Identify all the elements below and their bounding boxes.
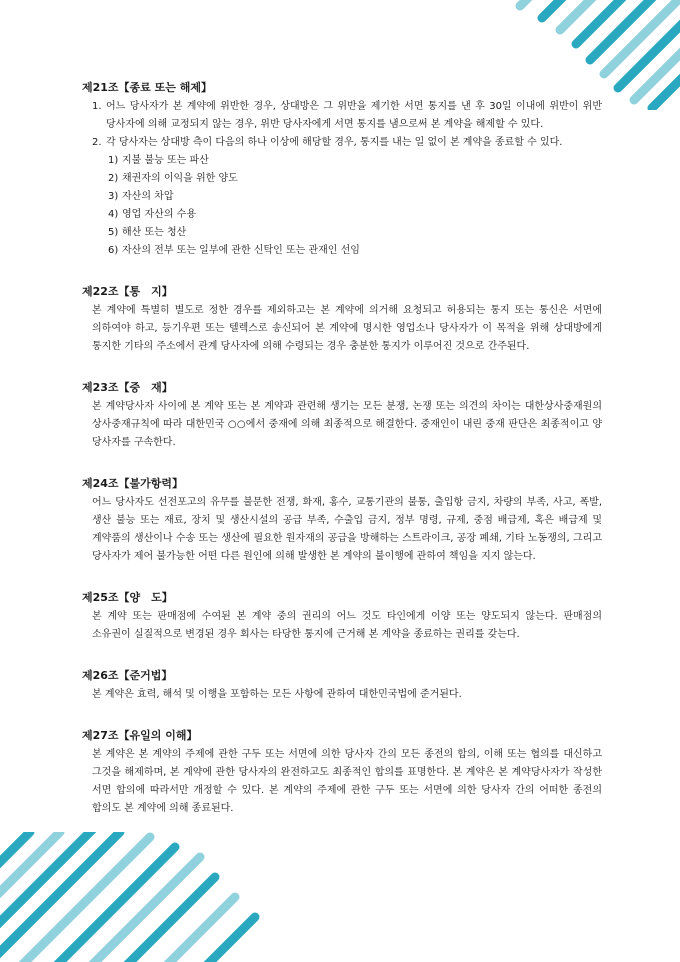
item-text: 어느 당사자가 본 계약에 위반한 경우, 상대방은 그 위반을 제기한 서면 통지를 낸 후 30일 이내에 위반이 위반 당사자에 의해 교정되지 않는 경우, 위반 당사자에게 서면 통지를 냄으로써 본 계약을 해제할 수 있다. bbox=[106, 101, 602, 130]
decorative-stripes-bottom-left bbox=[0, 832, 270, 962]
subitem-text: 채권자의 이익을 위한 양도 bbox=[122, 173, 238, 184]
subitem-number: 3) bbox=[108, 191, 119, 202]
article-23-body: 본 계약당사자 사이에 본 계약 또는 본 계약과 관련해 생기는 모든 분쟁, 논쟁 또는 의견의 차이는 대한상사중재원의 상사중재규칙에 따라 대한민국 ○○에서 중재에 의해 최종적으로 해결한다. 중재인이 내린 중재 판단은 최종적이고 양 당사자를 구속한다. bbox=[92, 401, 602, 448]
article-26-body: 본 계약은 효력, 해석 및 이행을 포함하는 모든 사항에 관하여 대한민국법에 준거된다. bbox=[92, 689, 462, 700]
subitem-number: 2) bbox=[108, 173, 119, 184]
article-27-title: 제27조【유일의 이해】 bbox=[82, 729, 198, 742]
subitem-text: 지불 불능 또는 파산 bbox=[122, 155, 209, 166]
subitem-text: 자산의 차압 bbox=[122, 191, 174, 202]
list-item bbox=[82, 134, 602, 152]
article-24 bbox=[82, 476, 602, 566]
article-21-subitems bbox=[82, 152, 602, 260]
article-22 bbox=[82, 284, 602, 356]
document-body bbox=[82, 80, 602, 842]
list-item bbox=[82, 242, 602, 260]
article-24-title: 제24조【불가항력】 bbox=[82, 477, 184, 490]
article-21 bbox=[82, 80, 602, 260]
list-item bbox=[82, 98, 602, 134]
item-number: 1. bbox=[92, 101, 102, 112]
subitem-text: 영업 자산의 수용 bbox=[122, 209, 196, 220]
subitem-number: 1) bbox=[108, 155, 119, 166]
article-26-title: 제26조【준거법】 bbox=[82, 669, 173, 682]
article-21-items bbox=[82, 98, 602, 152]
list-item bbox=[82, 152, 602, 170]
subitem-text: 자산의 전부 또는 일부에 관한 신탁인 또는 관재인 선임 bbox=[122, 245, 360, 256]
list-item bbox=[82, 224, 602, 242]
subitem-number: 4) bbox=[108, 209, 119, 220]
subitem-text: 해산 또는 청산 bbox=[122, 227, 187, 238]
article-27 bbox=[82, 728, 602, 818]
article-22-title: 제22조【통 지】 bbox=[82, 285, 173, 298]
article-25-body: 본 계약 또는 판매점에 수여된 본 계약 중의 권리의 어느 것도 타인에게 이양 또는 양도되지 않는다. 판매점의 소유권이 실질적으로 변경된 경우 회사는 타당한 통지에 근거해 본 계약을 종료하는 권리를 갖는다. bbox=[92, 611, 602, 640]
item-number: 2. bbox=[92, 137, 102, 148]
article-23 bbox=[82, 380, 602, 452]
list-item bbox=[82, 188, 602, 206]
list-item bbox=[82, 206, 602, 224]
article-25 bbox=[82, 590, 602, 644]
article-25-title: 제25조【양 도】 bbox=[82, 591, 173, 604]
article-23-title: 제23조【중 재】 bbox=[82, 381, 173, 394]
list-item bbox=[82, 170, 602, 188]
article-22-body: 본 계약에 특별히 별도로 정한 경우를 제외하고는 본 계약에 의거해 요청되고 허용되는 통지 또는 통신은 서면에 의하여야 하고, 등기우편 또는 텔렉스로 송신되어 본 계약에 명시한 영업소나 당사자가 이 목적을 위해 상대방에게 통지한 기타의 주소에서 관계 당사자에 의해 수령되는 경우 충분한 통지가 이루어진 것으로 간주된다. bbox=[92, 305, 602, 352]
article-24-body: 어느 당사자도 선전포고의 유무를 불문한 전쟁, 화재, 홍수, 교통기관의 불통, 출입항 금지, 차량의 부족, 사고, 폭발, 생산 불능 또는 재료, 장치 및 생산시설의 공급 부족, 수출입 금지, 정부 명령, 규제, 중점 배급제, 혹은 배급제 및 계약품의 생산이나 수송 또는 생산에 필요한 원자재의 공급을 방해하는 스트라이크, 공장 폐쇄, 기타 노동쟁의, 그리고 당사자가 제어 불가능한 어떤 다른 원인에 의해 발생한 본 계약의 불이행에 관하여 책임을 지지 않는다. bbox=[92, 497, 602, 562]
item-text: 각 당사자는 상대방 측이 다음의 하나 이상에 해당할 경우, 통지를 내는 일 없이 본 계약을 종료할 수 있다. bbox=[106, 137, 563, 148]
article-26 bbox=[82, 668, 602, 704]
subitem-number: 6) bbox=[108, 245, 119, 256]
article-21-title: 제21조【종료 또는 해제】 bbox=[82, 81, 212, 94]
subitem-number: 5) bbox=[108, 227, 119, 238]
article-27-body: 본 계약은 본 계약의 주제에 관한 구두 또는 서면에 의한 당사자 간의 모든 종전의 합의, 이해 또는 협의를 대신하고 그것을 해제하며, 본 계약에 관한 당사자의 완전하고도 최종적인 합의를 표명한다. 본 계약은 본 계약당사자가 작성한 서면 합의에 따라서만 개정할 수 있다. 본 계약의 주제에 관한 구두 또는 서면에 의한 당사자 간의 어떠한 종전의 합의도 본 계약에 의해 종료된다. bbox=[92, 749, 602, 814]
